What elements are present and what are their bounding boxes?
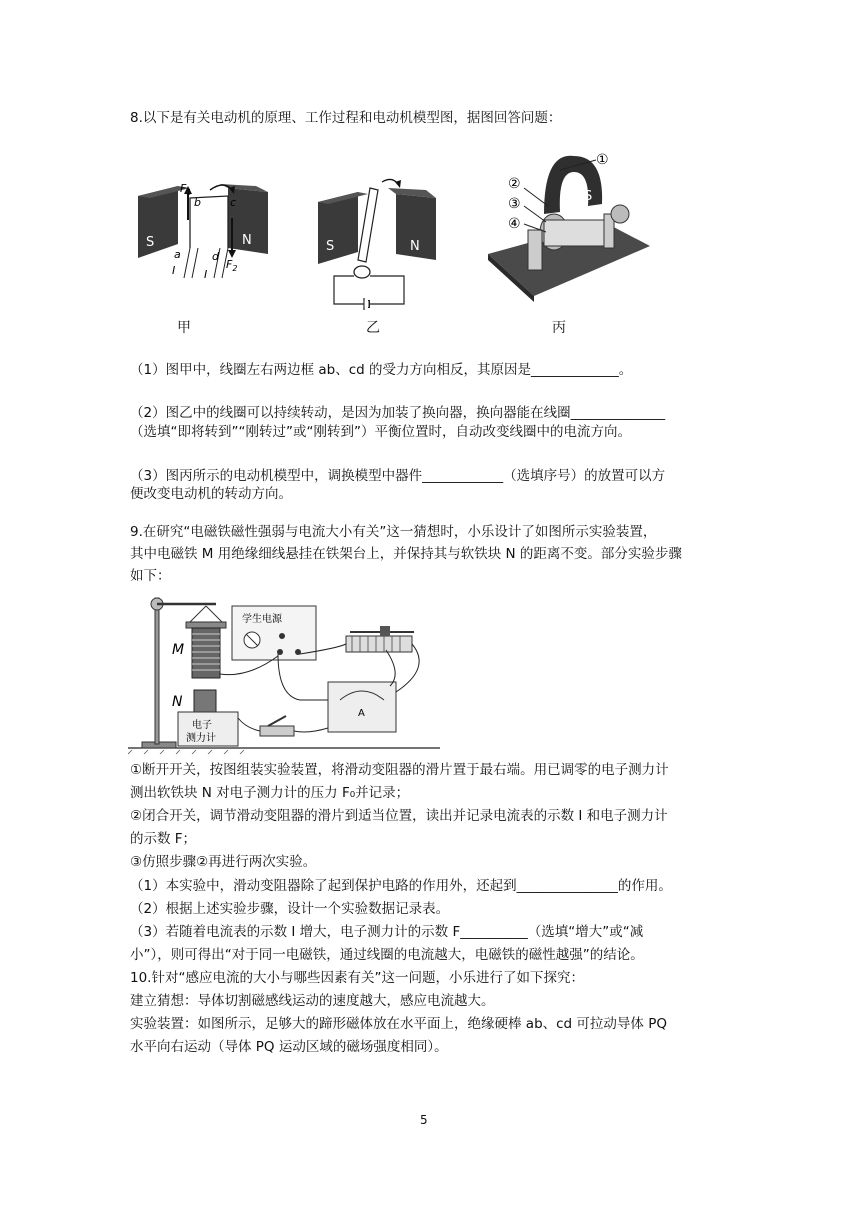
q8-part3-line2: 便改变电动机的转动方向。: [130, 486, 292, 502]
caption-yi: 乙: [366, 320, 380, 336]
scale-label-1: 电子: [192, 720, 212, 731]
q9-step1-line1: ①断开开关，按图组装实验装置，将滑动变阻器的滑片置于最右端。用已调零的电子测力计: [130, 762, 669, 778]
marker-2: ②: [508, 176, 521, 192]
scale-label-2: 测力计: [186, 733, 216, 744]
magnet-s-label: S: [146, 235, 155, 250]
q8-part1: （1）图甲中，线圈左右两边框 ab、cd 的受力方向相反，其原因是_____________。: [130, 362, 633, 378]
q9-step3: ③仿照步骤②再进行两次实验。: [130, 854, 317, 870]
current-label-right: I: [204, 268, 208, 281]
figure-yi-motor-commutator: [312, 172, 442, 312]
figure-bing-motor-model: [484, 144, 652, 304]
figure-jia-motor-principle: [128, 178, 278, 288]
f1-label: $F_1$: [180, 182, 192, 197]
m-label: M: [172, 642, 185, 658]
marker-4: ④: [508, 216, 521, 232]
q9-part2: （2）根据上述实验步骤，设计一个实验数据记录表。: [130, 901, 450, 917]
marker-1: ①: [596, 152, 609, 168]
q10-stem: 10.针对“感应电流的大小与哪些因素有关”这一问题，小乐进行了如下探究：: [130, 970, 584, 986]
q10-hypothesis: 建立猜想：导体切割磁感线运动的速度越大，感应电流越大。: [130, 993, 495, 1009]
marker-3: ③: [508, 196, 521, 212]
c-label: c: [230, 196, 237, 209]
caption-bing: 丙: [552, 320, 566, 336]
q8-stem: 8.以下是有关电动机的原理、工作过程和电动机模型图，据图回答问题：: [130, 110, 562, 126]
magnet-s-label-bing: S: [584, 189, 593, 204]
magnet-s-label-yi: S: [326, 239, 335, 254]
current-label-left: I: [172, 264, 176, 277]
d-label: d: [212, 250, 219, 263]
page-number: 5: [420, 1113, 428, 1127]
q10-setup-line2: 水平向右运动（导体 PQ 运动区域的磁场强度相同）。: [130, 1039, 448, 1055]
q9-step2-line1: ②闭合开关，调节滑动变阻器的滑片到适当位置，读出并记录电流表的示数 I 和电子测力计: [130, 808, 668, 824]
q8-part3-line1: （3）图丙所示的电动机模型中，调换模型中器件____________（选填序号）的放置可以方: [130, 468, 666, 484]
a-label: a: [174, 248, 181, 261]
q9-stem-line1: 9.在研究“电磁铁磁性强弱与电流大小有关”这一猜想时，小乐设计了如图所示实验装置，: [130, 524, 657, 540]
q10-setup-line1: 实验装置：如图所示，足够大的蹄形磁体放在水平面上，绝缘硬棒 ab、cd 可拉动导体 PQ: [130, 1016, 667, 1032]
b-label: b: [194, 196, 201, 209]
ammeter-label: A: [358, 708, 365, 719]
q9-part3-line1: （3）若随着电流表的示数 I 增大，电子测力计的示数 F__________（选填“增大”或“减: [130, 924, 644, 940]
q9-part3-line2: 小”），则可得出“对于同一电磁铁，通过线圈的电流越大，电磁铁的磁性越强”的结论。: [130, 947, 644, 963]
q9-stem-line2: 其中电磁铁 M 用绝缘细线悬挂在铁架台上，并保持其与软铁块 N 的距离不变。部分实验步骤: [130, 546, 682, 562]
q9-stem-line3: 如下：: [130, 568, 171, 584]
q9-part1: （1）本实验中，滑动变阻器除了起到保护电路的作用外，还起到_______________的作用。: [130, 878, 672, 894]
magnet-n-label-yi: N: [410, 239, 420, 254]
q9-step1-line2: 测出软铁块 N 对电子测力计的压力 F₀并记录；: [130, 785, 410, 801]
caption-jia: 甲: [177, 320, 191, 336]
figure-electromagnet-apparatus: [128, 588, 440, 756]
n-label: N: [172, 694, 183, 710]
magnet-n-label: N: [242, 233, 252, 248]
q8-part2-line1: （2）图乙中的线圈可以持续转动，是因为加装了换向器，换向器能在线圈______________: [130, 405, 666, 421]
q8-part2-line2: （选填“即将转到”“刚转过”或“刚转到”）平衡位置时，自动改变线圈中的电流方向。: [130, 424, 631, 440]
power-supply-label: 学生电源: [242, 614, 282, 625]
q9-step2-line2: 的示数 F；: [130, 831, 197, 847]
f2-label: $F_2$: [226, 258, 238, 273]
